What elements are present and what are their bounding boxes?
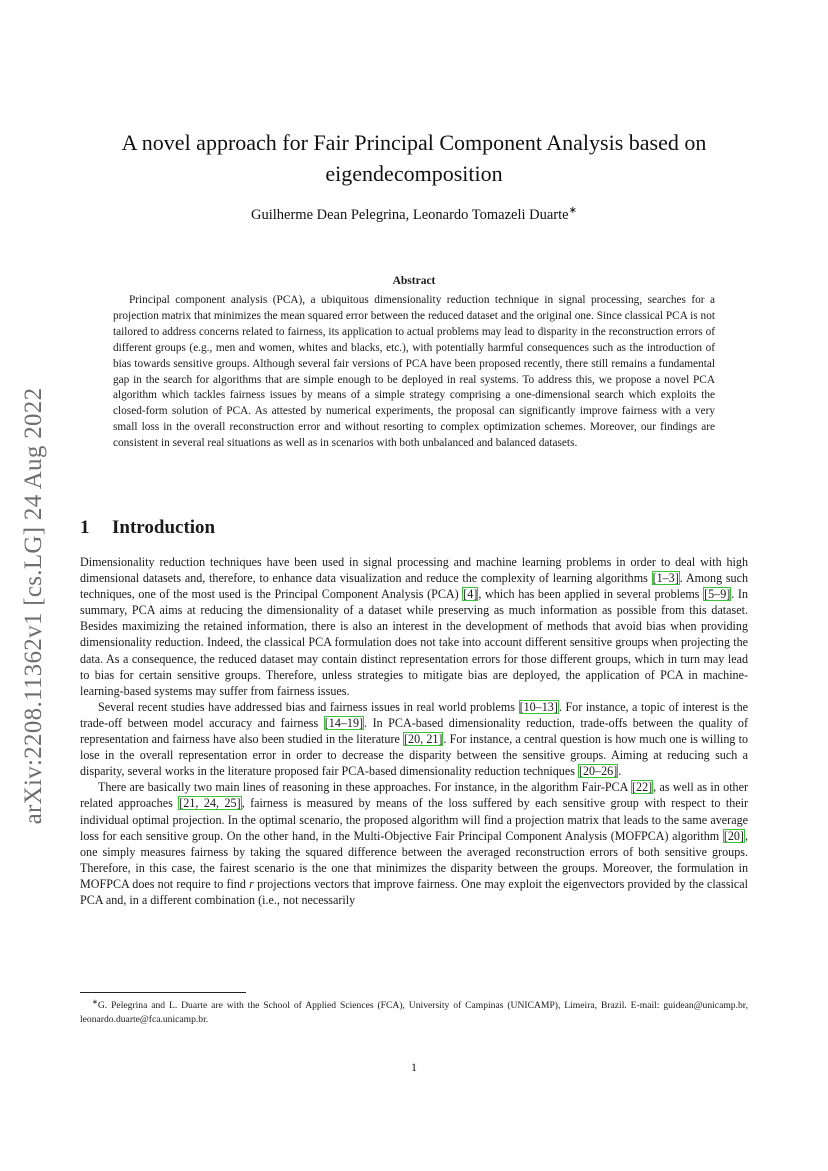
- text-run: , one simply measures fairness by taking the squared difference between the averaged reconstruction errors of both sensitive groups. Therefore, in this case, the fairest scenario is the one that minimizes the disparity between the groups. Moreover, the formulation in MOFPCA does not require to find: [80, 828, 748, 891]
- text-run: . Among such techniques, one of the most used is the Principal Component Analysis (PCA): [80, 571, 749, 602]
- citation-link[interactable]: [14–19]: [324, 715, 364, 730]
- section-heading: [80, 517, 748, 539]
- author-list: [80, 205, 748, 224]
- citation-link[interactable]: [4]: [463, 587, 478, 602]
- text-run: , fairness is measured by means of the loss suffered by each sensitive group with respect to their individual optimal projection. In the optimal scenario, the proposed algorithm will find a projection matrix that leads to the same average loss for each sensitive group. On the other hand, in the Multi-Objective Fair Principal Component Analysis (MOFPCA) algorithm: [80, 796, 749, 843]
- citation-link[interactable]: [5–9]: [704, 587, 731, 602]
- citation-link[interactable]: [20–26]: [578, 764, 618, 779]
- footnote-text: G. Pelegrina and L. Duarte are with the School of Applied Sciences (FCA), University of Campinas (UNICAMP), Limeira, Brazil. E-mail: guidean@unicamp.br, leonardo.duarte@fca.unicamp.br.: [80, 1000, 748, 1025]
- paragraph-3: [80, 779, 748, 908]
- text-run: . In PCA-based dimensionality reduction, trade-offs between the quality of representation and fairness have also been studied in the literature: [80, 715, 748, 747]
- text-run: . For instance, a topic of interest is the trade-off between model accuracy and fairness: [80, 699, 748, 730]
- text-run: .: [618, 764, 622, 779]
- text-run: There are basically two main lines of reasoning in these approaches. For instance, in the algorithm Fair-PCA: [98, 780, 632, 795]
- paragraph-1: [80, 554, 748, 699]
- footnote-divider: [80, 992, 246, 993]
- section-title: Introduction: [112, 517, 216, 538]
- text-run: projections vectors that improve fairness. One may exploit the eigenvectors provided by the classical PCA and, in a different combination (i.e., not necessarily: [80, 876, 749, 907]
- text-run: , as well as in other related approaches: [80, 780, 748, 811]
- math-variable: r: [249, 876, 254, 891]
- abstract-text: Principal component analysis (PCA), a ubiquitous dimensionality reduction technique in signal processing, searches for a projection matrix that minimizes the mean squared error between the reduced dataset and the original one. Since classical PCA is not tailored to address concerns related to fairness, its application to actual problems may lead to disparity in the reconstruction errors of different groups (e.g., men and women, whites and blacks, etc.), with potentially harmful consequences such as the introduction of bias towards sensitive groups. Although several fair versions of PCA have been proposed recently, there still remains a fundamental gap in the search for algorithms that are simple enough to be deployed in real systems. To address this, we propose a novel PCA algorithm which tackles fairness issues by means of a simple strategy comprising a one-dimensional search which exploits the closed-form solution of PCA. As attested by numerical experiments, the proposal can significantly improve fairness with a very small loss in the overall reconstruction error and without resorting to complex optimization schemes. Moreover, our findings are consistent in several real situations as well as in scenarios with both unbalanced and balanced datasets.: [113, 294, 715, 450]
- paper-title: A novel approach for Fair Principal Component Analysis based on eigendecomposition: [121, 130, 707, 186]
- citation-link[interactable]: [20]: [723, 828, 744, 843]
- paragraph-2: [80, 699, 748, 779]
- citation-link[interactable]: [21, 24, 25]: [179, 796, 241, 811]
- text-run: Several recent studies have addressed bias and fairness issues in real world problems: [98, 699, 519, 714]
- section-number: 1: [80, 517, 90, 538]
- page-number: 1: [411, 1060, 417, 1074]
- citation-link[interactable]: [10–13]: [519, 699, 558, 714]
- text-run: . For instance, a central question is how much one is willing to lose in the overall representation error in order to decrease the disparity between the sensitive groups. Aiming at reducing such a disparity, several works in the literature proposed fair PCA-based dimensionality reduction techniques: [80, 732, 748, 779]
- footnote-marker: ∗: [92, 998, 98, 1006]
- citation-link[interactable]: [22]: [632, 780, 653, 795]
- section-body: [80, 554, 748, 908]
- author-names: Guilherme Dean Pelegrina, Leonardo Tomazeli Duarte: [251, 206, 569, 223]
- arxiv-identifier-watermark: arXiv:2208.11362v1 [cs.LG] 24 Aug 2022: [20, 387, 47, 825]
- footnote: [80, 996, 748, 1026]
- text-run: . In summary, PCA aims at reducing the dimensionality of a dataset while preserving as much information as possible from this dataset. Besides maximizing the retained information, there is also an interest in the development of methods that avoid bias when providing dimensionality reduction. Indeed, the classical PCA formulation does not take into account different sensitive groups when projecting the data. As a consequence, the reduced dataset may contain distinct representation errors for those different groups, which in turn may lead to bias for certain sensitive groups. Therefore, unless strategies to mitigate bias are deployed, the application of PCA in machine-learning-based systems may suffer from fairness issues.: [80, 587, 748, 698]
- text-run: Dimensionality reduction techniques have been used in signal processing and machine learning problems in order to deal with high dimensional datasets and, therefore, to enhance data visualization and reduce the complexity of learning algorithms: [80, 555, 748, 586]
- citation-link[interactable]: [20, 21]: [404, 732, 443, 747]
- text-run: , which has been applied in several problems: [478, 587, 704, 602]
- abstract-heading: Abstract: [392, 275, 436, 287]
- author-footnote-marker[interactable]: ∗: [568, 205, 577, 216]
- citation-link[interactable]: [1–3]: [652, 571, 679, 586]
